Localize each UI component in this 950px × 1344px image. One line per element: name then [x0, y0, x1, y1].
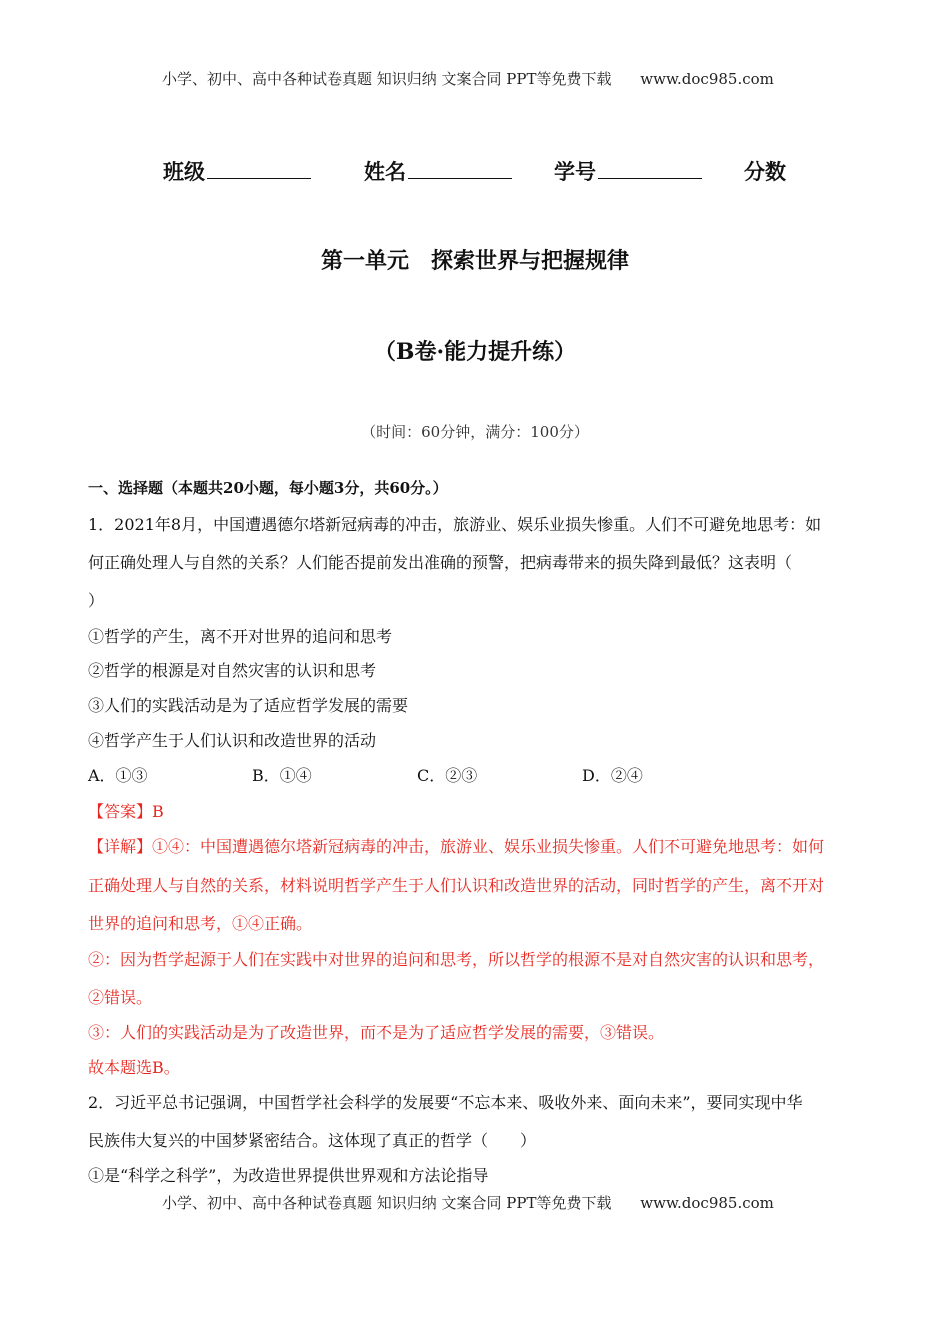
q1-item: ③人们的实践活动是为了适应哲学发展的需要 — [88, 696, 409, 715]
q1-explanation-line: 正确处理人与自然的关系，材料说明哲学产生于人们认识和改造世界的活动，同时哲学的产生，离不开对 — [88, 876, 825, 895]
class-field[interactable] — [163, 156, 311, 186]
name-label: 姓名 — [364, 159, 406, 184]
q1-explanation-line: ②错误。 — [88, 988, 153, 1007]
number-label: 学号 — [554, 159, 596, 184]
score-field — [744, 156, 786, 186]
page-title: 第一单元 探索世界与把握规律 — [320, 248, 629, 274]
q2-line: 民族伟大复兴的中国梦紧密结合。这体现了真正的哲学（ ） — [88, 1131, 537, 1150]
class-label: 班级 — [163, 159, 205, 184]
q1-explanation-line: 【详解】①④：中国遭遇德尔塔新冠病毒的冲击，旅游业、娱乐业损失惨重。人们不可避免地思考：如何 — [88, 837, 825, 856]
class-blank[interactable] — [207, 160, 311, 179]
q1-explanation-line: 世界的追问和思考，①④正确。 — [88, 914, 313, 933]
q1-explanation-line: 故本题选B。 — [88, 1058, 180, 1077]
score-label: 分数 — [744, 159, 786, 184]
q1-line: 1．2021年8月，中国遭遇德尔塔新冠病毒的冲击，旅游业、娱乐业损失惨重。人们不可避免地思考：如 — [88, 515, 822, 534]
name-field[interactable] — [364, 156, 512, 186]
q1-item: ④哲学产生于人们认识和改造世界的活动 — [88, 731, 377, 750]
q1-option-d[interactable]: D．②④ — [582, 766, 643, 785]
section-heading: 一、选择题（本题共20小题，每小题3分，共60分。） — [88, 479, 448, 497]
bottom-banner — [162, 1192, 774, 1213]
q1-explanation-line: ②：因为哲学起源于人们在实践中对世界的追问和思考，所以哲学的根源不是对自然灾害的认识和思考， — [88, 950, 825, 969]
banner-url: www.doc985.com — [640, 70, 774, 88]
number-field[interactable] — [554, 156, 702, 186]
exam-meta: （时间：60分钟，满分：100分） — [361, 423, 589, 441]
top-banner — [162, 68, 774, 89]
q1-item: ②哲学的根源是对自然灾害的认识和思考 — [88, 661, 377, 680]
q1-explanation-line: ③：人们的实践活动是为了改造世界，而不是为了适应哲学发展的需要，③错误。 — [88, 1023, 665, 1042]
banner-text: 小学、初中、高中各种试卷真题 知识归纳 文案合同 PPT等免费下载 — [162, 70, 612, 88]
q1-line: 何正确处理人与自然的关系？人们能否提前发出准确的预警，把病毒带来的损失降到最低？这表明（ — [88, 553, 793, 572]
q1-option-c[interactable]: C．②③ — [417, 766, 478, 785]
q2-line: 2．习近平总书记强调，中国哲学社会科学的发展要“不忘本来、吸收外来、面向未来”，要同实现中华 — [88, 1093, 803, 1112]
q1-option-b[interactable]: B．①④ — [252, 766, 312, 785]
number-blank[interactable] — [598, 160, 702, 179]
banner-text: 小学、初中、高中各种试卷真题 知识归纳 文案合同 PPT等免费下载 — [162, 1194, 612, 1212]
name-blank[interactable] — [408, 160, 512, 179]
q2-item: ①是“科学之科学”，为改造世界提供世界观和方法论指导 — [88, 1166, 489, 1185]
q1-option-a[interactable]: A．①③ — [88, 766, 148, 785]
page-subtitle: （B卷·能力提升练） — [373, 339, 577, 365]
banner-url: www.doc985.com — [640, 1194, 774, 1212]
q1-answer: 【答案】B — [88, 802, 164, 821]
q1-item: ①哲学的产生，离不开对世界的追问和思考 — [88, 627, 393, 646]
q1-line: ） — [88, 591, 105, 610]
